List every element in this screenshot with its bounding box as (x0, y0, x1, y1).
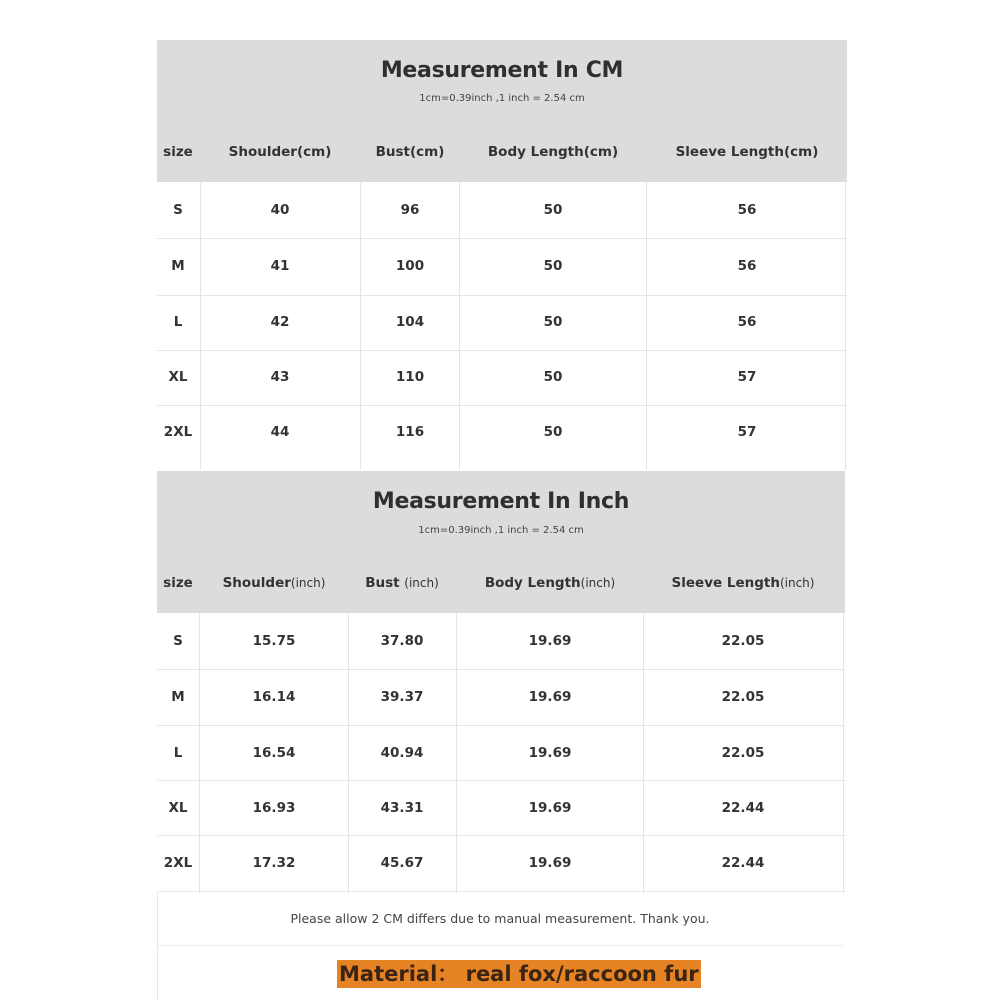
sleeve-length-cell: 57 (737, 369, 757, 385)
bust-cell: 100 (395, 258, 425, 274)
size-cell: XL (168, 800, 188, 816)
shoulder-cell: 16.14 (252, 689, 296, 705)
shoulder-cell: 17.32 (252, 855, 296, 871)
material-label: Material： real fox/raccoon fur (339, 962, 699, 986)
size-cell: 2XL (163, 424, 193, 440)
cm-header-sleeve-length: Sleeve Length(cm) (675, 144, 819, 160)
shoulder-cell: 41 (270, 258, 290, 274)
body-length-cell: 50 (543, 258, 563, 274)
inch-table-title: Measurement In Inch (372, 489, 630, 514)
bust-cell: 40.94 (380, 745, 424, 761)
cm-table-conversion-note: 1cm=0.39inch ,1 inch = 2.54 cm (419, 93, 585, 104)
bust-cell: 104 (395, 314, 425, 330)
bust-cell: 43.31 (380, 800, 424, 816)
cm-table-title: Measurement In CM (380, 58, 624, 83)
shoulder-cell: 40 (270, 202, 290, 218)
body-length-cell: 50 (543, 424, 563, 440)
cm-header-shoulder: Shoulder(cm) (228, 144, 332, 160)
inch-header-size: size (163, 575, 193, 591)
bust-cell: 116 (395, 424, 425, 440)
sleeve-length-cell: 22.05 (721, 633, 765, 649)
cm-size-table (157, 40, 847, 470)
inch-header-sleeve-length: Sleeve Length(inch) (671, 575, 815, 591)
sleeve-length-cell: 22.05 (721, 689, 765, 705)
inch-size-table (157, 471, 845, 893)
size-cell: XL (168, 369, 188, 385)
body-length-cell: 19.69 (528, 633, 572, 649)
bust-cell: 96 (400, 202, 420, 218)
cm-header-bust: Bust(cm) (375, 144, 445, 160)
sleeve-length-cell: 56 (737, 202, 757, 218)
size-cell: 2XL (163, 855, 193, 871)
bust-cell: 45.67 (380, 855, 424, 871)
inch-header-body-length: Body Length(inch) (484, 575, 616, 591)
size-cell: L (173, 745, 183, 761)
body-length-cell: 50 (543, 369, 563, 385)
shoulder-cell: 16.54 (252, 745, 296, 761)
body-length-cell: 19.69 (528, 689, 572, 705)
sleeve-length-cell: 22.44 (721, 855, 765, 871)
table-row (157, 836, 845, 892)
cm-header-size: size (163, 144, 193, 160)
body-length-cell: 50 (543, 202, 563, 218)
sleeve-length-cell: 22.05 (721, 745, 765, 761)
inch-header-bust: Bust (inch) (365, 575, 439, 591)
table-row (157, 726, 845, 781)
body-length-cell: 19.69 (528, 745, 572, 761)
bust-cell: 37.80 (380, 633, 424, 649)
size-cell: S (173, 633, 183, 649)
cm-header-body-length: Body Length(cm) (487, 144, 619, 160)
sleeve-length-cell: 56 (737, 258, 757, 274)
table-row (157, 670, 845, 726)
shoulder-cell: 16.93 (252, 800, 296, 816)
table-row (157, 351, 847, 406)
table-row (157, 239, 847, 296)
body-length-cell: 19.69 (528, 855, 572, 871)
table-row (157, 781, 845, 836)
shoulder-cell: 43 (270, 369, 290, 385)
size-cell: S (173, 202, 183, 218)
table-row (157, 182, 847, 239)
sleeve-length-cell: 56 (737, 314, 757, 330)
inch-table-conversion-note: 1cm=0.39inch ,1 inch = 2.54 cm (418, 525, 584, 536)
body-length-cell: 50 (543, 314, 563, 330)
size-cell: L (173, 314, 183, 330)
table-row (157, 296, 847, 351)
body-length-cell: 19.69 (528, 800, 572, 816)
shoulder-cell: 42 (270, 314, 290, 330)
table-row (157, 613, 845, 670)
sleeve-length-cell: 57 (737, 424, 757, 440)
size-cell: M (171, 258, 185, 274)
size-cell: M (171, 689, 185, 705)
shoulder-cell: 44 (270, 424, 290, 440)
shoulder-cell: 15.75 (252, 633, 296, 649)
bust-cell: 39.37 (380, 689, 424, 705)
table-row (157, 406, 847, 460)
bust-cell: 110 (395, 369, 425, 385)
inch-header-shoulder: Shoulder(inch) (222, 575, 326, 591)
sleeve-length-cell: 22.44 (721, 800, 765, 816)
measurement-tolerance-note: Please allow 2 CM differs due to manual measurement. Thank you. (157, 893, 843, 946)
